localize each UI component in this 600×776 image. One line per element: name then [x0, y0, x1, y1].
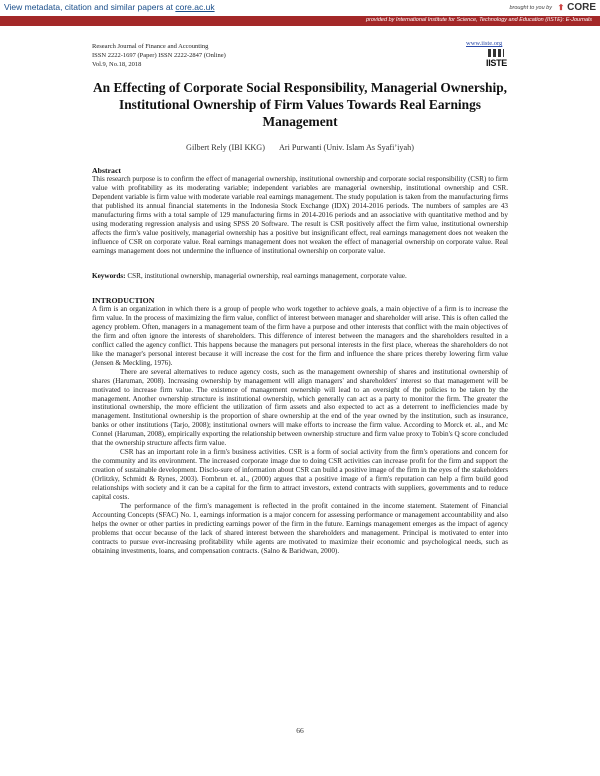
- iiste-logo-icon: [488, 49, 504, 57]
- brought-by-text: brought to you by: [509, 5, 552, 11]
- intro-paragraph-3: CSR has an important role in a firm's business activities. CSR is a form of social activity from the firm's operations and concern for the community and its environment. The increased corporate image due to doing CSR activities can increase profit for the firm and support the creation of sustainable development. Disclo-sure of information about CSR can build a positive image of the firm in the eyes of the stakeholders (Orlitzky, Schmidt & Rynes, 2003). Fombrun et. al., (2000) argues that a positive image of a firm's reputation can help a firm build good relationships with society and it can be a capital for the firm to attract investors, extend contracts with suppliers, governments and to reduce capital costs.: [92, 448, 508, 502]
- journal-issn: ISSN 2222-1697 (Paper) ISSN 2222-2847 (Online): [92, 52, 226, 59]
- abstract-heading: Abstract: [92, 166, 122, 175]
- iiste-logo: [486, 49, 506, 71]
- intro-paragraph-4: The performance of the firm's management is reflected in the profit contained in the income statement. Statement of Financial Accounting Concepts (SFAC) No. 1, earnings information is a major concern for assessing performance or management accountability and also helps the owner or other parties in predicting earnings power of the firm in the future. Earnings management emerges as the impact of agency problems that occur because of the lack of shared interest between the shareholders and management. Principal is motivated to enter into contracts to pursue ever-increasing profitability while agents are motivated to maximize their economic and psychological needs, such as obtaining investments, loans, and compensation contracts. (Salno & Baridwan, 2000).: [92, 501, 508, 555]
- core-logo-icon: ⬆: [557, 3, 565, 12]
- core-logo[interactable]: [558, 2, 596, 13]
- keywords-list: CSR, institutional ownership, managerial ownership, real earnings management, corporate value.: [125, 272, 407, 280]
- keywords-label: Keywords:: [92, 272, 126, 280]
- intro-paragraph-1: A firm is an organization in which there is a group of people who work together to achieve goals, a main objective of a firm is to increase the firm value. In the process of maximizing the firm value, conflict of interest between manager and shareholder will arise. This is often called the agency problem. Often, managers in a management team of the firm have a purpose and other interests that conflict with the main objectives of the firm and often ignore the interests of shareholders. This difference of interest between the managers and the shareholders resulted in a conflict called the agency conflict. This happens because the managers put personal interests in the first place, whereas the shareholders do not like the manager's personal interest because it will increase the cost for the firm and influence the share prices thereby lowering firm value (Jensen & Meckling, 1976).: [92, 305, 508, 367]
- core-link-domain[interactable]: core.ac.uk: [175, 2, 215, 12]
- journal-name: Research Journal of Finance and Accounting: [92, 43, 209, 50]
- introduction-body: [92, 305, 508, 556]
- intro-paragraph-2: There are several alternatives to reduce agency costs, such as the management ownership of shares and institutional ownership of shares (Haruman, 2008). Increasing ownership by management will align managers' and shareholders' interest so that management will be motivated to increase firm value. The existence of management ownership will lead to an oversight of the policies to be taken by the management. Another ownership structure is institutional ownership, which generally can act as a party to monitor the firm. The greater the institutional ownership, the more efficient the utilization of firm assets and also expected to act as a deterrent to inefficiencies made by management. Institutional ownership is the proportion of share ownership at the end of the year owned by the institution, such as insurance, banks or other institutions (Tarjo, 2008); institutional owners will make efforts to increase the firm value. According to Morck et. al., and Mc Connel (Haruman, 2008), empirically exporting the relationship between ownership structure and firm value proxy to Tobin's Q score concluded that the ownership structure affects firm value.: [92, 367, 508, 448]
- journal-meta: [92, 42, 226, 69]
- page-number: 66: [296, 726, 304, 735]
- introduction-heading: INTRODUCTION: [92, 296, 155, 305]
- core-metadata-link[interactable]: [4, 2, 215, 12]
- provided-by-text: provided by International Institute for Science, Technology and Education (IISTE): E-Journals: [365, 17, 592, 23]
- core-logo-text: CORE: [567, 2, 596, 13]
- paper-title: An Effecting of Corporate Social Responsibility, Managerial Ownership, Institutional Ownership of Firm Values Towards Real Earnings Management: [93, 80, 507, 129]
- author-1: Gilbert Rely (IBI KKG): [186, 143, 265, 152]
- abstract-body: This research purpose is to confirm the effect of managerial ownership, institutional ownership and corporate social responsibility (CSR) to firm value with profitability as its moderating variable; independent variables are managerial ownership, institutional ownership and CSR. Dependent variable is firm value with moderate variable real earnings management. The study population is taken from the manufacturing firms that published its annual financial statements in the Indonesia Stock Exchange (IDX) 2014-2016 periods. The numbers of samples are 43 manufacturing firms with a total sample of 129 manufacturing firms in 2014-2016 periods and an associative with quantitative method and by using moderating regression analysis and using SPSS 20 Software. The result is CSR positively affect the firm value, institutional ownership affects the firm's value positively, managerial ownership has a positive but insignificant effect, real earnings management does not weaken the influence of CSR on corporate value. Real earnings management does not weaken the effect of managerial ownership on corporate value. Real earnings management does not undermine the influence of institutional ownership on corporate value.: [92, 175, 508, 255]
- author-2: Ari Purwanti (Univ. Islam As Syafi’iyah): [278, 143, 414, 152]
- provided-by-banner: [0, 16, 600, 26]
- core-header-bar: [0, 0, 600, 16]
- journal-volume: Vol.9, No.18, 2018: [92, 61, 142, 68]
- journal-url-link[interactable]: www.iiste.org: [466, 40, 503, 47]
- iiste-logo-text: IISTE: [486, 58, 508, 68]
- core-link-text: View metadata, citation and similar papers at: [4, 2, 176, 12]
- authors: [92, 143, 508, 152]
- keywords: [92, 272, 508, 281]
